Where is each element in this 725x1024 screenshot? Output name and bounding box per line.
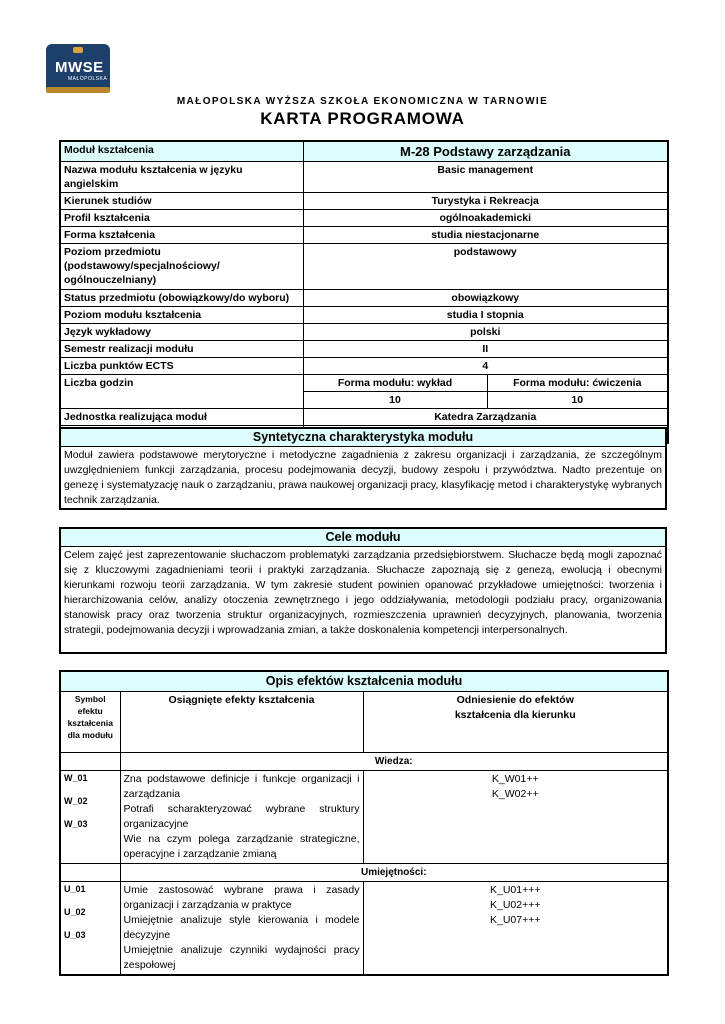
goals-title: Cele modułu <box>61 529 665 547</box>
info-label: Poziom modułu kształcenia <box>60 307 303 324</box>
effect-text: Umiejętnie analizuje czynniki wydajności pracy zespołowej <box>123 944 360 971</box>
info-row <box>60 358 668 375</box>
symbol-code: W_03 <box>64 819 88 829</box>
logo-band <box>46 87 110 93</box>
crown-icon <box>73 47 83 53</box>
symbol-code: W_01 <box>64 773 88 783</box>
hours-exercise-label: Forma modułu: ćwiczenia <box>487 375 668 392</box>
logo-subtext: MAŁOPOLSKA <box>68 76 108 82</box>
outcomes-title: Opis efektów kształcenia modułu <box>60 671 668 692</box>
symbol-code: W_02 <box>64 796 88 806</box>
module-row <box>60 141 668 162</box>
synthetic-title: Syntetyczna charakterystyka modułu <box>61 429 665 447</box>
info-value: 4 <box>303 358 668 375</box>
col-reference-header: Odniesienie do efektów kształcenia dla kierunku <box>363 692 668 753</box>
outcomes-title-row <box>60 671 668 692</box>
symbol-code: U_03 <box>64 930 86 940</box>
skills-title: Umiejętności: <box>120 864 668 882</box>
unit-label: Jednostka realizująca moduł <box>60 409 303 426</box>
symbol-code: U_01 <box>64 884 86 894</box>
info-label: Semestr realizacji modułu <box>60 341 303 358</box>
ref-code: K_U01+++ <box>490 884 541 896</box>
knowledge-title-row <box>60 753 668 771</box>
skills-effects <box>120 882 363 976</box>
info-value: studia I stopnia <box>303 307 668 324</box>
info-row <box>60 244 668 290</box>
hours-lecture-label: Forma modułu: wykład <box>303 375 487 392</box>
effect-text: Umie zastosować wybrane prawa i zasady organizacji i zarządzania w praktyce <box>123 884 360 911</box>
knowledge-refs <box>363 771 668 864</box>
info-row <box>60 193 668 210</box>
skills-title-row <box>60 864 668 882</box>
info-row <box>60 227 668 244</box>
info-label: Poziom przedmiotu (podstawowy/specjalnościowy/ ogólnouczelniany) <box>60 244 303 290</box>
goals-text: Celem zajęć jest zaprezentowanie słuchaczom problematyki zarządzania przedsiębiorstwem. Słuchacze będą mogli zapoznać się z kluczowymi zagadnieniami teorii i praktyki zarządzania. Słuchacze zapoznają się z genezą, ewolucją i obecnymi kierunkami rozwoju teorii zarządzania. W tym zakresie student powinien opanować przykładowe umiejętności: tworzenia i hierarchizowania celów, analizy otoczenia zewnętrznego i jego oddziaływania, metodologii podziału pracy, organizowania stanowisk pracy oraz tworzenia struktur organizacyjnych, rozmieszczenia uprawnień decyzyjnych, planowania, tworzenia strategii, podejmowania decyzji i wprowadzania zmian, a także doskonalenia kompetencji interpersonalnych. <box>64 549 662 636</box>
info-row <box>60 324 668 341</box>
school-logo <box>46 44 110 90</box>
ref-code: K_W01++ <box>491 773 539 785</box>
effect-text: Potrafi scharakteryzować wybrane struktury organizacyjne <box>123 803 360 830</box>
effect-text: Umiejętnie analizuje style kierowania i modele decyzyjne <box>123 914 360 941</box>
info-label: Liczba punktów ECTS <box>60 358 303 375</box>
hours-label: Liczba godzin <box>60 375 303 409</box>
knowledge-symbols <box>60 771 120 864</box>
hours-lecture-value: 10 <box>303 392 487 409</box>
skills-symbols <box>60 882 120 976</box>
synthetic-section <box>59 427 667 510</box>
info-label: Kierunek studiów <box>60 193 303 210</box>
goals-section <box>59 527 667 654</box>
info-row <box>60 210 668 227</box>
knowledge-title: Wiedza: <box>120 753 668 771</box>
info-row <box>60 307 668 324</box>
col-outcomes-header: Osiągnięte efekty kształcenia <box>120 692 363 753</box>
info-row <box>60 341 668 358</box>
outcomes-table <box>59 670 669 976</box>
info-label: Nazwa modułu kształcenia w języku angielskim <box>60 162 303 193</box>
info-label: Status przedmiotu (obowiązkowy/do wyboru) <box>60 290 303 307</box>
info-value: Turystyka i Rekreacja <box>303 193 668 210</box>
info-value: polski <box>303 324 668 341</box>
info-row <box>60 162 668 193</box>
effect-text: Wie na czym polega zarządzanie strategiczne, operacyjne i zarządzanie zmianą <box>123 833 360 860</box>
hours-row <box>60 375 668 392</box>
col-symbol-header: Symbol efektu kształcenia dla modułu <box>60 692 120 753</box>
unit-value: Katedra Zarządzania <box>303 409 668 426</box>
info-row <box>60 409 668 426</box>
info-label: Forma kształcenia <box>60 227 303 244</box>
ref-code: K_U02+++ <box>490 899 541 911</box>
logo-text: MWSE <box>55 59 104 76</box>
skills-row <box>60 882 668 976</box>
knowledge-row <box>60 771 668 864</box>
info-label: Język wykładowy <box>60 324 303 341</box>
synthetic-text: Moduł zawiera podstawowe merytoryczne i metodyczne zagadnienia z zakresu organizacji i zarządzania, ze szczególnym uwzględnieniem funkcji zarządzania, procesu podejmowania decyzji, budowy zespołu i przywództwa. Nadto prezentuje on genezę i systematyzację nauk o zarządzaniu, prawa naukowej organizacji pracy, klasyfikację metod i charakterystykę wybranych technik zarządzania. <box>64 449 662 506</box>
school-name: MAŁOPOLSKA WYŻSZA SZKOŁA EKONOMICZNA W TARNOWIE <box>176 96 549 107</box>
symbol-code: U_02 <box>64 907 86 917</box>
empty-cell <box>60 864 120 882</box>
ref-code: K_W02++ <box>491 788 539 800</box>
ref-code: K_U07+++ <box>490 914 541 926</box>
info-value: obowiązkowy <box>303 290 668 307</box>
module-value: M-28 Podstawy zarządzania <box>303 141 668 162</box>
info-label: Profil kształcenia <box>60 210 303 227</box>
outcomes-header-row <box>60 692 668 753</box>
info-value: studia niestacjonarne <box>303 227 668 244</box>
document-title: KARTA PROGRAMOWA <box>260 109 465 128</box>
knowledge-effects <box>120 771 363 864</box>
hours-exercise-value: 10 <box>487 392 668 409</box>
empty-cell <box>60 753 120 771</box>
module-info-table <box>59 140 669 444</box>
module-label: Moduł kształcenia <box>60 141 303 162</box>
skills-refs <box>363 882 668 976</box>
info-value: podstawowy <box>303 244 668 290</box>
effect-text: Zna podstawowe definicje i funkcje organizacji i zarządzania <box>123 773 360 800</box>
info-value: II <box>303 341 668 358</box>
info-row <box>60 290 668 307</box>
info-value: Basic management <box>303 162 668 193</box>
info-value: ogólnoakademicki <box>303 210 668 227</box>
